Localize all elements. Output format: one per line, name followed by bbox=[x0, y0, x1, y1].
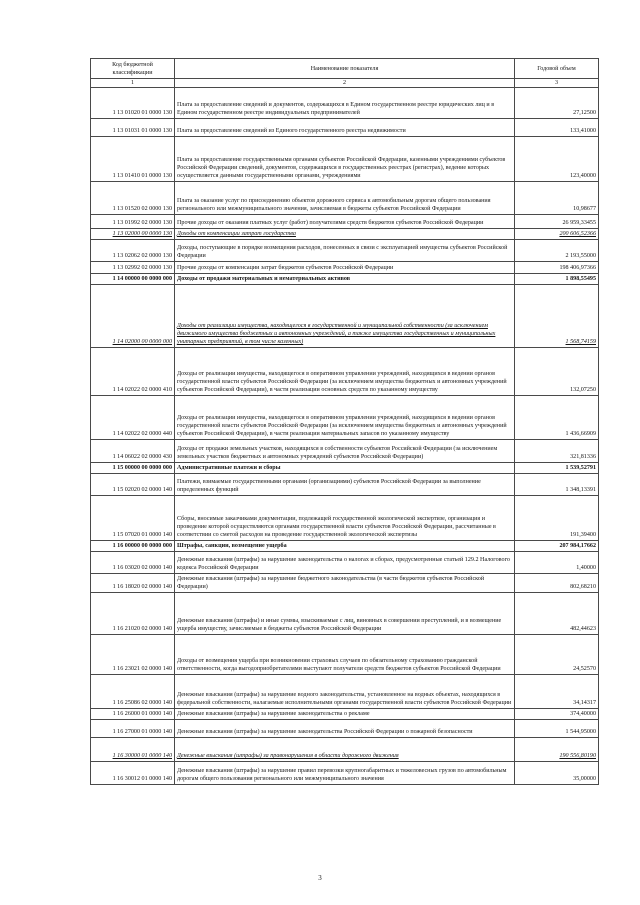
row-name: Плата за предоставление сведений и документов, содержащихся в Едином государственном реестре юридических лиц и в Едином государственном реестре индивидуальных предпринимателей bbox=[175, 88, 515, 119]
row-name: Денежные взыскания (штрафы) за нарушение водного законодательства, установленное на водных объектах, находящихся в федеральной собственности, налагаемые исполнительными органами государственной власти субъектов Российской Федерации bbox=[175, 675, 515, 709]
table-row bbox=[91, 440, 599, 463]
row-amount: 374,40000 bbox=[515, 709, 599, 720]
row-code: 1 16 30012 01 0000 140 bbox=[91, 762, 175, 785]
row-name: Доходы от реализации имущества, находящегося в оперативном управлении учреждений, находящихся в ведении органов государственной власти субъектов Российской Федерации (за исключением имущества бюджетных и автономных учреждений субъектов Российской Федерации), в части реализации основных средств по указанному имуществу bbox=[175, 348, 515, 396]
row-code: 1 16 27000 01 0000 140 bbox=[91, 720, 175, 738]
table-row bbox=[91, 762, 599, 785]
row-name: Денежные взыскания (штрафы) за нарушение законодательства Российской Федерации о пожарной безопасности bbox=[175, 720, 515, 738]
row-code: 1 15 02020 02 0000 140 bbox=[91, 474, 175, 496]
row-code: 1 16 25086 02 0000 140 bbox=[91, 675, 175, 709]
row-name: Платежи, взимаемые государственными органами (организациями) субъектов Российской Федерации за выполнение определенных функций bbox=[175, 474, 515, 496]
header-code: Код бюджетной классификации bbox=[91, 59, 175, 79]
table-row bbox=[91, 229, 599, 240]
table-row bbox=[91, 240, 599, 262]
row-code: 1 16 03020 02 0000 140 bbox=[91, 552, 175, 574]
row-amount: 26 959,33455 bbox=[515, 215, 599, 229]
table-row bbox=[91, 593, 599, 635]
row-amount: 1 898,55495 bbox=[515, 274, 599, 285]
row-amount: 123,40000 bbox=[515, 137, 599, 182]
row-code: 1 14 06022 02 0000 430 bbox=[91, 440, 175, 463]
row-name: Доходы от продажи земельных участков, находящихся в собственности субъектов Российской Федерации (за исключением земельных участков бюджетных и автономных учреждений субъектов Российской Федерации) bbox=[175, 440, 515, 463]
table-row bbox=[91, 675, 599, 709]
table-row bbox=[91, 474, 599, 496]
row-code: 1 16 00000 00 0000 000 bbox=[91, 541, 175, 552]
row-amount: 200 606,52366 bbox=[515, 229, 599, 240]
row-code: 1 14 02000 00 0000 000 bbox=[91, 285, 175, 348]
row-amount: 34,14317 bbox=[515, 675, 599, 709]
table-body bbox=[91, 88, 599, 785]
row-code: 1 15 00000 00 0000 000 bbox=[91, 463, 175, 474]
row-name: Штрафы, санкции, возмещение ущерба bbox=[175, 541, 515, 552]
row-name: Доходы, поступающие в порядке возмещения расходов, понесенных в связи с эксплуатацией имущества субъектов Российской Федерации bbox=[175, 240, 515, 262]
table-row bbox=[91, 709, 599, 720]
row-code: 1 13 01031 01 0000 130 bbox=[91, 119, 175, 137]
table-row bbox=[91, 88, 599, 119]
row-code: 1 16 23021 02 0000 140 bbox=[91, 635, 175, 675]
table-row bbox=[91, 137, 599, 182]
header-amount: Годовой объем bbox=[515, 59, 599, 79]
table-row bbox=[91, 720, 599, 738]
table-row bbox=[91, 348, 599, 396]
table-row bbox=[91, 182, 599, 215]
row-code: 1 16 26000 01 0000 140 bbox=[91, 709, 175, 720]
row-code: 1 13 01020 01 0000 130 bbox=[91, 88, 175, 119]
row-code: 1 13 02000 00 0000 130 bbox=[91, 229, 175, 240]
row-name: Доходы от возмещения ущерба при возникновении страховых случаев по обязательному страхованию гражданской ответственности, когда выгодоприобретателями выступают получатели средств бюджетов субъектов Российской Федерации bbox=[175, 635, 515, 675]
row-amount: 2 193,55000 bbox=[515, 240, 599, 262]
row-amount: 198 406,97366 bbox=[515, 262, 599, 274]
row-amount: 1 544,95000 bbox=[515, 720, 599, 738]
row-name: Сборы, вносимые заказчиками документации, подлежащей государственной экологической экспертизе, организация и проведение которой осуществляются органами государственной власти субъектов Российской Федерации, рассчитанные в соответствии со сметой расходов на проведение государственной экологической экспертизы bbox=[175, 496, 515, 541]
row-name: Денежные взыскания (штрафы) за правонарушения в области дорожного движения bbox=[175, 738, 515, 762]
column-number: 2 bbox=[175, 79, 515, 88]
row-name: Денежные взыскания (штрафы) и иные суммы, взыскиваемые с лиц, виновных в совершении преступлений, и в возмещение ущерба имуществу, зачисляемые в бюджеты субъектов Российской Федерации bbox=[175, 593, 515, 635]
table-row bbox=[91, 541, 599, 552]
table-row bbox=[91, 274, 599, 285]
row-amount: 1 348,13391 bbox=[515, 474, 599, 496]
column-number: 3 bbox=[515, 79, 599, 88]
table-row bbox=[91, 119, 599, 137]
row-name: Плата за предоставление государственными органами субъектов Российской Федерации, казенными учреждениями субъектов Российской Федерации сведений, документов, содержащихся в государственных реестрах (регистрах), ведение которых осуществляется данными государственными органами, учреждениями bbox=[175, 137, 515, 182]
row-amount: 27,12500 bbox=[515, 88, 599, 119]
row-code: 1 13 01520 02 0000 130 bbox=[91, 182, 175, 215]
row-name: Административные платежи и сборы bbox=[175, 463, 515, 474]
row-amount: 133,41000 bbox=[515, 119, 599, 137]
row-amount: 132,07250 bbox=[515, 348, 599, 396]
row-name: Денежные взыскания (штрафы) за нарушение бюджетного законодательства (в части бюджетов субъектов Российской Федерации) bbox=[175, 574, 515, 593]
table-row bbox=[91, 496, 599, 541]
row-code: 1 16 21020 02 0000 140 bbox=[91, 593, 175, 635]
table-row bbox=[91, 738, 599, 762]
row-code: 1 13 02992 02 0000 130 bbox=[91, 262, 175, 274]
table-row bbox=[91, 396, 599, 440]
row-code: 1 13 01992 02 0000 130 bbox=[91, 215, 175, 229]
row-code: 1 14 02022 02 0000 410 bbox=[91, 348, 175, 396]
row-amount: 35,00000 bbox=[515, 762, 599, 785]
row-name: Доходы от реализации имущества, находящегося в государственной и муниципальной собственности (за исключением движимого имущества бюджетных и автономных учреждений, а также имущества государственных и муниципальных унитарных предприятий, в том числе казенных) bbox=[175, 285, 515, 348]
row-amount: 1 568,74159 bbox=[515, 285, 599, 348]
row-name: Доходы от реализации имущества, находящегося в оперативном управлении учреждений, находящихся в ведении органов государственной власти субъектов Российской Федерации (за исключением имущества бюджетных и автономных учреждений субъектов Российской Федерации), в части реализации материальных запасов по указанному имуществу bbox=[175, 396, 515, 440]
table-row bbox=[91, 285, 599, 348]
column-number: 1 bbox=[91, 79, 175, 88]
row-name: Плата за оказание услуг по присоединению объектов дорожного сервиса к автомобильным дорогам общего пользования регионального или межмуниципального значения, зачисляемая в бюджеты субъектов Российской Федерации bbox=[175, 182, 515, 215]
row-amount: 1,40000 bbox=[515, 552, 599, 574]
row-amount: 482,44623 bbox=[515, 593, 599, 635]
row-amount: 1 436,66909 bbox=[515, 396, 599, 440]
column-number-row bbox=[91, 79, 599, 88]
header-row bbox=[91, 59, 599, 79]
row-code: 1 14 02022 02 0000 440 bbox=[91, 396, 175, 440]
row-amount: 190 556,80190 bbox=[515, 738, 599, 762]
row-amount: 321,81336 bbox=[515, 440, 599, 463]
row-amount: 24,52570 bbox=[515, 635, 599, 675]
table-row bbox=[91, 635, 599, 675]
table-row bbox=[91, 552, 599, 574]
row-amount: 802,68210 bbox=[515, 574, 599, 593]
budget-table bbox=[90, 58, 599, 785]
row-amount: 207 984,17662 bbox=[515, 541, 599, 552]
row-amount: 191,39400 bbox=[515, 496, 599, 541]
row-code: 1 13 01410 01 0000 130 bbox=[91, 137, 175, 182]
row-name: Плата за предоставление сведений из Единого государственного реестра недвижимости bbox=[175, 119, 515, 137]
row-amount: 10,98677 bbox=[515, 182, 599, 215]
row-name: Денежные взыскания (штрафы) за нарушение правил перевозки крупногабаритных и тяжеловесных грузов по автомобильным дорогам общего пользования регионального или межмуниципального значения bbox=[175, 762, 515, 785]
row-name: Доходы от продажи материальных и нематериальных активов bbox=[175, 274, 515, 285]
row-code: 1 16 30000 01 0000 140 bbox=[91, 738, 175, 762]
row-code: 1 13 02062 02 0000 130 bbox=[91, 240, 175, 262]
row-name: Денежные взыскания (штрафы) за нарушение законодательства о рекламе bbox=[175, 709, 515, 720]
table-row bbox=[91, 215, 599, 229]
row-code: 1 15 07020 01 0000 140 bbox=[91, 496, 175, 541]
row-code: 1 14 00000 00 0000 000 bbox=[91, 274, 175, 285]
table-row bbox=[91, 463, 599, 474]
table-row bbox=[91, 574, 599, 593]
row-name: Прочие доходы от оказания платных услуг (работ) получателями средств бюджетов субъектов Российской Федерации bbox=[175, 215, 515, 229]
row-amount: 1 539,52791 bbox=[515, 463, 599, 474]
row-name: Доходы от компенсации затрат государства bbox=[175, 229, 515, 240]
table-row bbox=[91, 262, 599, 274]
row-name: Денежные взыскания (штрафы) за нарушение законодательства о налогах и сборах, предусмотренные статьей 129.2 Налогового кодекса Российской Федерации bbox=[175, 552, 515, 574]
row-code: 1 16 18020 02 0000 140 bbox=[91, 574, 175, 593]
row-name: Прочие доходы от компенсации затрат бюджетов субъектов Российской Федерации bbox=[175, 262, 515, 274]
page-number: 3 bbox=[318, 874, 322, 882]
header-name: Наименование показателя bbox=[175, 59, 515, 79]
